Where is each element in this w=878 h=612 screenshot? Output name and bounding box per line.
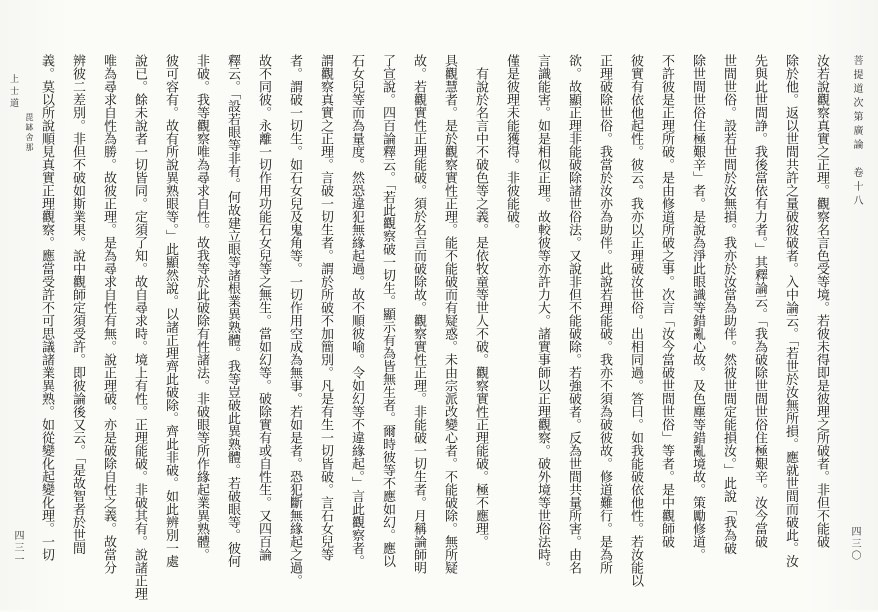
text-column: 不許彼是正理所破。是由修道所破之事。次言「汝今當破世間世俗」等者。是中觀師破	[660, 54, 675, 548]
text-column: 義。莫以所說順見真實正理觀察。應當受許不可思議諸業異熟。如從變化起變化理。一切	[40, 54, 55, 561]
text-column: 除於他。返以世間共許之量破彼破者。入中論云。「若世於汝無所損。應就世間而破此。汝	[784, 54, 799, 568]
section-label-vipashyana: 毘缽舍那	[25, 113, 34, 153]
text-column: 者。謂破一切生。如石女兒及鬼角等。一切作用空成為無事。若如是者。恐犯斷無緣起之過。	[288, 54, 303, 587]
section-label-upper-scope: 上士道	[9, 74, 19, 110]
text-column: 了宣說。四百論釋云。「若此觀察破一切生。顯示有為皆無生者。爾時彼等不應如幻。應以	[381, 54, 396, 568]
page-431	[32, 54, 435, 612]
page-430	[435, 54, 838, 612]
text-column: 故不同彼。永離一切作用功能石女兒等之無生。當如幻等。破除實有或自性生。又四百論	[257, 54, 272, 561]
page-number-right: 四三〇	[849, 526, 860, 562]
text-column: 先與此世間諍。我後當依有力者。」其釋論云。「我為破除世間世俗住極艱辛。汝今當破	[753, 54, 768, 548]
volume-margin-title: 菩提道次第廣論 卷十八	[851, 55, 862, 209]
main-text-block	[32, 54, 838, 612]
text-column: 謂觀察真實之正理。言破一切生者。謂於所破不加簡別。凡是有生一切皆破。言石女兒等	[319, 54, 334, 561]
text-column: 汝若說觀察真實之正理。觀察名言色受等境。若彼未得即是彼理之所破者。非但不能破	[815, 54, 830, 548]
text-column: 彼可容有。故有所說異熟眼等。」此顯然說。以諸正理齊此破除。齊此非破。如此辨別一處	[164, 54, 179, 568]
text-column: 故。若觀實性正理能破。須於名言而破除故。觀察實性正理。非能破一切生者。月稱論師明	[412, 54, 427, 574]
text-column: 言識能害。如是相似正理。故較彼等亦許力大。諸實事師以正理觀察。破外境等世俗法時。	[536, 54, 551, 574]
text-column: 正理破除世俗。我當於汝亦為助伴。此說若理能破。我亦不須為破彼故。修道難行。是為所	[598, 54, 613, 574]
text-column: 釋云。「設若眼等非有。何故建立眼等諸根業異熟體。我等豈破此異熟體。若破眼等。彼何	[226, 54, 241, 568]
text-column: 僅是彼理未能獲得。非彼能破。	[505, 54, 520, 236]
page-number-left: 四三一	[12, 530, 23, 566]
text-column: 具觀慧者。是於觀察實性正理。能不能破而有疑惑。未由宗派改變心者。不能破除。無所疑	[443, 54, 458, 574]
text-column: 非破。我等觀察唯為尋求自性。故我等於此破除有性諸法。非破眼等所作緣起業異熟體。	[195, 54, 210, 561]
text-column: 唯為尋求自性為勝。故彼正理。是為尋求自性有無。說正理破。亦是破除自性之義。故當分	[102, 54, 117, 574]
text-column: 世間世俗。設若世間於汝無損。我亦於汝當為助伴。然彼世間定能損汝。」此說「我為破	[722, 54, 737, 555]
text-column: 除世間世俗住極艱辛」者。是說為淨此眼識等錯亂心故。及色塵等錯亂境故。策勵修道。	[691, 54, 706, 561]
text-column: 石女兒等而為量度。然恐違犯無緣起過。故不順彼喻。令如幻等不違緣起。」言此觀察者。	[350, 54, 365, 568]
text-column: 有說於名言中不破色等之義。是依牧童等世人不破。觀察實性正理能破。極不應理。	[474, 54, 489, 548]
text-column: 說已。餘未說者一切皆同。定須了知。故自尋求時。境上有性。正理能破。非破其有。說諸正理	[133, 54, 148, 600]
text-column: 彼實有依他起性。彼云。我亦以正理破汝世俗。出相同過。答曰。如我能破依他性。若汝能以	[629, 54, 644, 587]
text-column: 辨彼二差別。非但不破如斯業果。說中觀師定須受許。即彼論後又云。「是故智者於世間	[71, 54, 86, 555]
text-column: 欲。故顯正理非能破除諸世俗法。又說非但不能破除。若強破者。反為世間共量所害。由名	[567, 54, 582, 574]
